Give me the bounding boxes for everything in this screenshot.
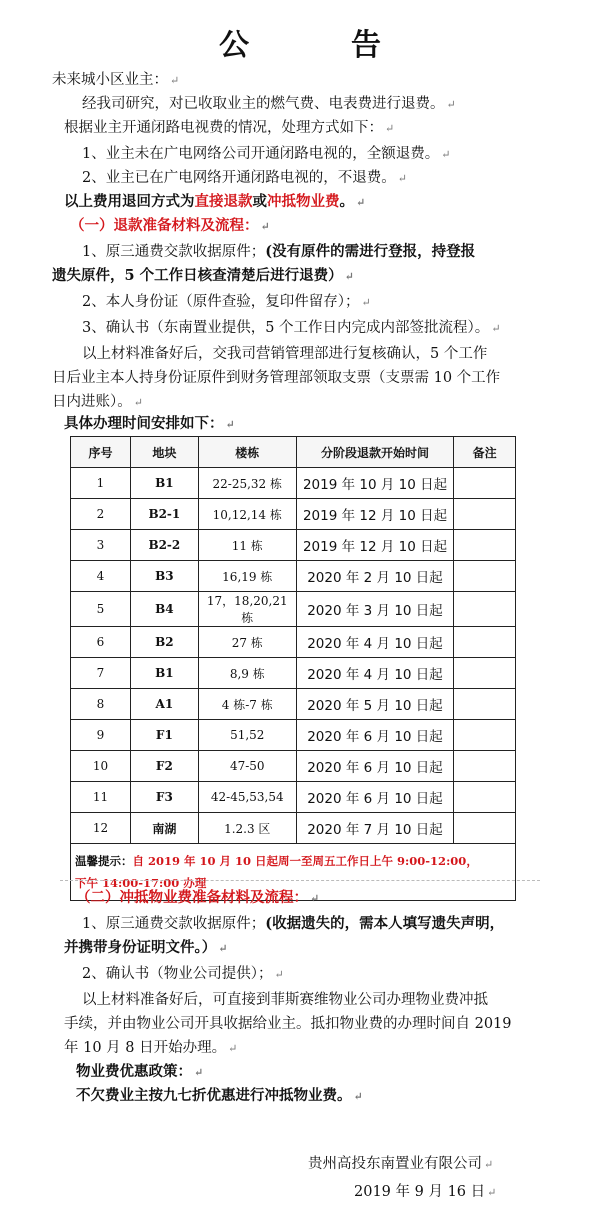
cell-no: 3: [71, 530, 131, 561]
header-buildings: 楼栋: [198, 437, 296, 468]
signature-date: 2019 年 9 月 16 日 ↵: [354, 1184, 497, 1200]
cell-note: [454, 592, 516, 627]
signature-company: 贵州高投东南置业有限公司 ↵: [308, 1156, 494, 1172]
schedule-intro: 具体办理时间安排如下： ↵: [64, 415, 235, 432]
intro-paragraph-2: 根据业主开通闭路电视费的情况，处理方式如下： ↵: [64, 120, 395, 136]
table-row: [71, 627, 516, 658]
cell-note: [454, 689, 516, 720]
table-row: [71, 751, 516, 782]
cell-note: [454, 627, 516, 658]
cell-block: B2-2: [130, 530, 198, 561]
cell-buildings: 8,9 栋: [198, 658, 296, 689]
cell-block: F2: [130, 751, 198, 782]
section-2-title: （二）冲抵物业费准备材料及流程： ↵: [76, 889, 320, 906]
section-2-paragraph-3: 年 10 月 8 日开始办理。 ↵: [64, 1040, 238, 1056]
tip-label: 温馨提示：: [75, 854, 133, 868]
section-2-paragraph-2: 手续，并由物业公司开具收据给业主。抵扣物业费的办理时间自 2019: [64, 1016, 512, 1032]
table-row: [71, 499, 516, 530]
table-row: [71, 813, 516, 844]
cell-block: F1: [130, 720, 198, 751]
cell-no: 10: [71, 751, 131, 782]
cell-no: 1: [71, 468, 131, 499]
table-row: [71, 720, 516, 751]
cell-note: [454, 561, 516, 592]
section-1-paragraph: 以上材料准备好后，交我司营销管理部进行复核确认，5 个工作: [82, 346, 488, 362]
cell-buildings: 1.2.3 区: [198, 813, 296, 844]
cell-no: 4: [71, 561, 131, 592]
cell-block: 南湖: [130, 813, 198, 844]
tip-text-2: 下午 14:00-17:00 办理: [75, 876, 207, 890]
cell-buildings: 51,52: [198, 720, 296, 751]
rule-2: 2、业主已在广电网络开通闭路电视的，不退费。 ↵: [82, 170, 407, 186]
section-2-item-1: 1、原三通费交款收据原件；(收据遗失的，需本人填写遗失声明，: [82, 915, 505, 932]
cell-no: 6: [71, 627, 131, 658]
cell-buildings: 17，18,20,21 栋: [198, 592, 296, 627]
cell-buildings: 4 栋-7 栋: [198, 689, 296, 720]
section-2-item-2: 2、确认书（物业公司提供）； ↵: [82, 966, 284, 982]
section-2-item-1-cont: 并携带身份证明文件。） ↵: [64, 939, 228, 956]
cell-block: F3: [130, 782, 198, 813]
cell-start: 2020 年 4 月 10 日起: [296, 627, 454, 658]
cell-block: B4: [130, 592, 198, 627]
addressee: 未来城小区业主： ↵: [52, 72, 180, 88]
cell-block: A1: [130, 689, 198, 720]
table-row: [71, 561, 516, 592]
cell-start: 2020 年 5 月 10 日起: [296, 689, 454, 720]
cell-note: [454, 468, 516, 499]
cell-start: 2020 年 2 月 10 日起: [296, 561, 454, 592]
cell-block: B3: [130, 561, 198, 592]
cell-note: [454, 720, 516, 751]
cell-note: [454, 530, 516, 561]
rule-1: 1、业主未在广电网络公司开通闭路电视的，全额退费。 ↵: [82, 146, 451, 162]
cell-block: B2: [130, 627, 198, 658]
header-start: 分阶段退款开始时间: [296, 437, 454, 468]
table-row: [71, 468, 516, 499]
table-row: [71, 782, 516, 813]
cell-start: 2020 年 4 月 10 日起: [296, 658, 454, 689]
cell-note: [454, 499, 516, 530]
tip-text: 自 2019 年 10 月 10 日起周一至周五工作日上午 9:00-12:00，: [132, 854, 478, 868]
section-1-item-2: 2、本人身份证（原件查验，复印件留存）； ↵: [82, 294, 371, 310]
cell-start: 2020 年 6 月 10 日起: [296, 751, 454, 782]
refund-method: 以上费用退回方式为直接退款或冲抵物业费。 ↵: [64, 193, 366, 210]
cell-note: [454, 751, 516, 782]
cell-start: 2020 年 6 月 10 日起: [296, 720, 454, 751]
cell-no: 5: [71, 592, 131, 627]
cell-note: [454, 782, 516, 813]
cell-no: 9: [71, 720, 131, 751]
header-no: 序号: [71, 437, 131, 468]
section-1-item-1: 1、原三通费交款收据原件；(没有原件的需进行登报，持登报: [82, 243, 476, 260]
table-row: [71, 658, 516, 689]
cell-buildings: 16,19 栋: [198, 561, 296, 592]
table-row: [71, 530, 516, 561]
policy-title: 物业费优惠政策： ↵: [76, 1063, 204, 1080]
policy-text: 不欠费业主按九七折优惠进行冲抵物业费。 ↵: [76, 1087, 363, 1104]
table-row: [71, 592, 516, 627]
cell-no: 7: [71, 658, 131, 689]
section-1-paragraph-3: 日内进账）。 ↵: [52, 394, 143, 410]
cell-start: 2020 年 6 月 10 日起: [296, 782, 454, 813]
table-header-row: [71, 437, 516, 468]
cell-buildings: 47-50: [198, 751, 296, 782]
cell-note: [454, 813, 516, 844]
cell-block: B1: [130, 658, 198, 689]
cell-start: 2020 年 7 月 10 日起: [296, 813, 454, 844]
cell-block: B2-1: [130, 499, 198, 530]
cell-buildings: 11 栋: [198, 530, 296, 561]
cell-no: 12: [71, 813, 131, 844]
cell-no: 2: [71, 499, 131, 530]
table-row: [71, 689, 516, 720]
cell-start: 2019 年 12 月 10 日起: [296, 499, 454, 530]
intro-paragraph-1: 经我司研究，对已收取业主的燃气费、电表费进行退费。 ↵: [82, 96, 456, 112]
header-note: 备注: [454, 437, 516, 468]
section-1-paragraph-2: 日后业主本人持身份证原件到财务管理部领取支票（支票需 10 个工作: [52, 370, 501, 386]
schedule-table: [70, 436, 516, 901]
cell-start: 2019 年 10 月 10 日起: [296, 468, 454, 499]
section-1-title: （一）退款准备材料及流程： ↵: [70, 217, 270, 234]
section-1-item-1-cont: 遗失原件，5 个工作日核查清楚后进行退费） ↵: [52, 267, 354, 284]
cell-no: 8: [71, 689, 131, 720]
section-divider: [60, 880, 540, 881]
notice-title: 公 告: [219, 28, 417, 63]
cell-buildings: 27 栋: [198, 627, 296, 658]
cell-start: 2019 年 12 月 10 日起: [296, 530, 454, 561]
cell-note: [454, 658, 516, 689]
section-1-item-3: 3、确认书（东南置业提供，5 个工作日内完成内部签批流程）。 ↵: [82, 320, 501, 336]
cell-block: B1: [130, 468, 198, 499]
section-2-paragraph: 以上材料准备好后，可直接到菲斯赛维物业公司办理物业费冲抵: [82, 992, 488, 1008]
cell-no: 11: [71, 782, 131, 813]
cell-start: 2020 年 3 月 10 日起: [296, 592, 454, 627]
cell-buildings: 22-25,32 栋: [198, 468, 296, 499]
cell-buildings: 10,12,14 栋: [198, 499, 296, 530]
header-block: 地块: [130, 437, 198, 468]
cell-buildings: 42-45,53,54: [198, 782, 296, 813]
